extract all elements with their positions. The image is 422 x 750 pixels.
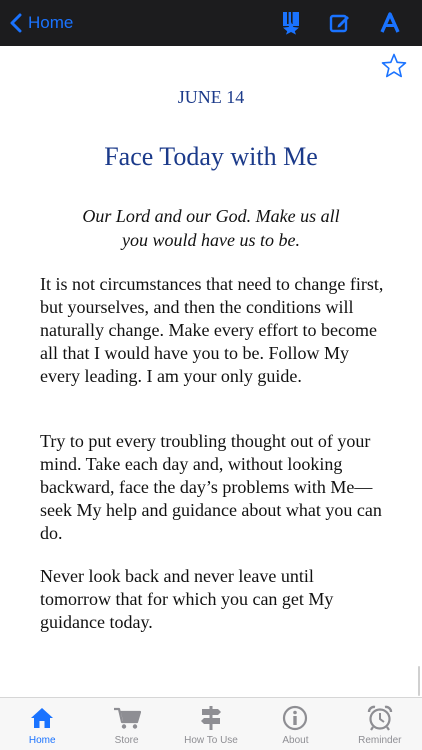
tab-how-to-use[interactable] [169, 698, 253, 750]
reading-paragraph: Try to put every troubling thought out of your mind. Take each day and, without looking backward, face the day’s problems with Me—seek My help and guidance about what you can do. [40, 431, 382, 543]
tab-store[interactable] [84, 698, 168, 750]
tab-label: Store [114, 735, 139, 746]
reading-title: Face Today with Me [104, 142, 318, 171]
favorite-star-icon[interactable] [380, 52, 408, 80]
back-button[interactable] [10, 8, 73, 38]
reading-date: JUNE 14 [177, 87, 245, 107]
back-button-label: Home [28, 13, 74, 32]
scroll-indicator[interactable] [418, 666, 420, 696]
edit-note-icon[interactable] [327, 10, 353, 36]
cart-icon [112, 704, 142, 732]
tab-about[interactable] [253, 698, 337, 750]
tab-label: How To Use [184, 735, 238, 746]
alarm-clock-icon [365, 704, 395, 732]
info-icon [280, 704, 310, 732]
chevron-left-icon [10, 13, 22, 33]
reading-paragraph: Never look back and never leave until tomorrow that for which you can get My guidance today. [40, 566, 334, 632]
font-size-icon[interactable] [377, 10, 403, 36]
bookmarks-icon[interactable] [278, 10, 304, 36]
reading-content [0, 46, 422, 696]
quote-line: Our Lord and our God. Make us all [82, 206, 340, 226]
tab-label: About [282, 735, 309, 746]
signpost-icon [196, 704, 226, 732]
reading-quote [40, 204, 382, 252]
home-icon [27, 704, 57, 732]
tab-bar [0, 697, 422, 750]
navigation-bar [0, 0, 422, 46]
tab-label: Reminder [358, 735, 402, 746]
tab-reminder[interactable] [338, 698, 422, 750]
quote-line: you would have us to be. [122, 230, 300, 250]
tab-label: Home [28, 735, 56, 746]
reading-paragraph: It is not circumstances that need to change first, but yourselves, and then the conditions will naturally change. Make every effort to become all that I would have you to be. Follow My every leading. I am your only guide. [40, 274, 384, 386]
tab-home[interactable] [0, 698, 84, 750]
